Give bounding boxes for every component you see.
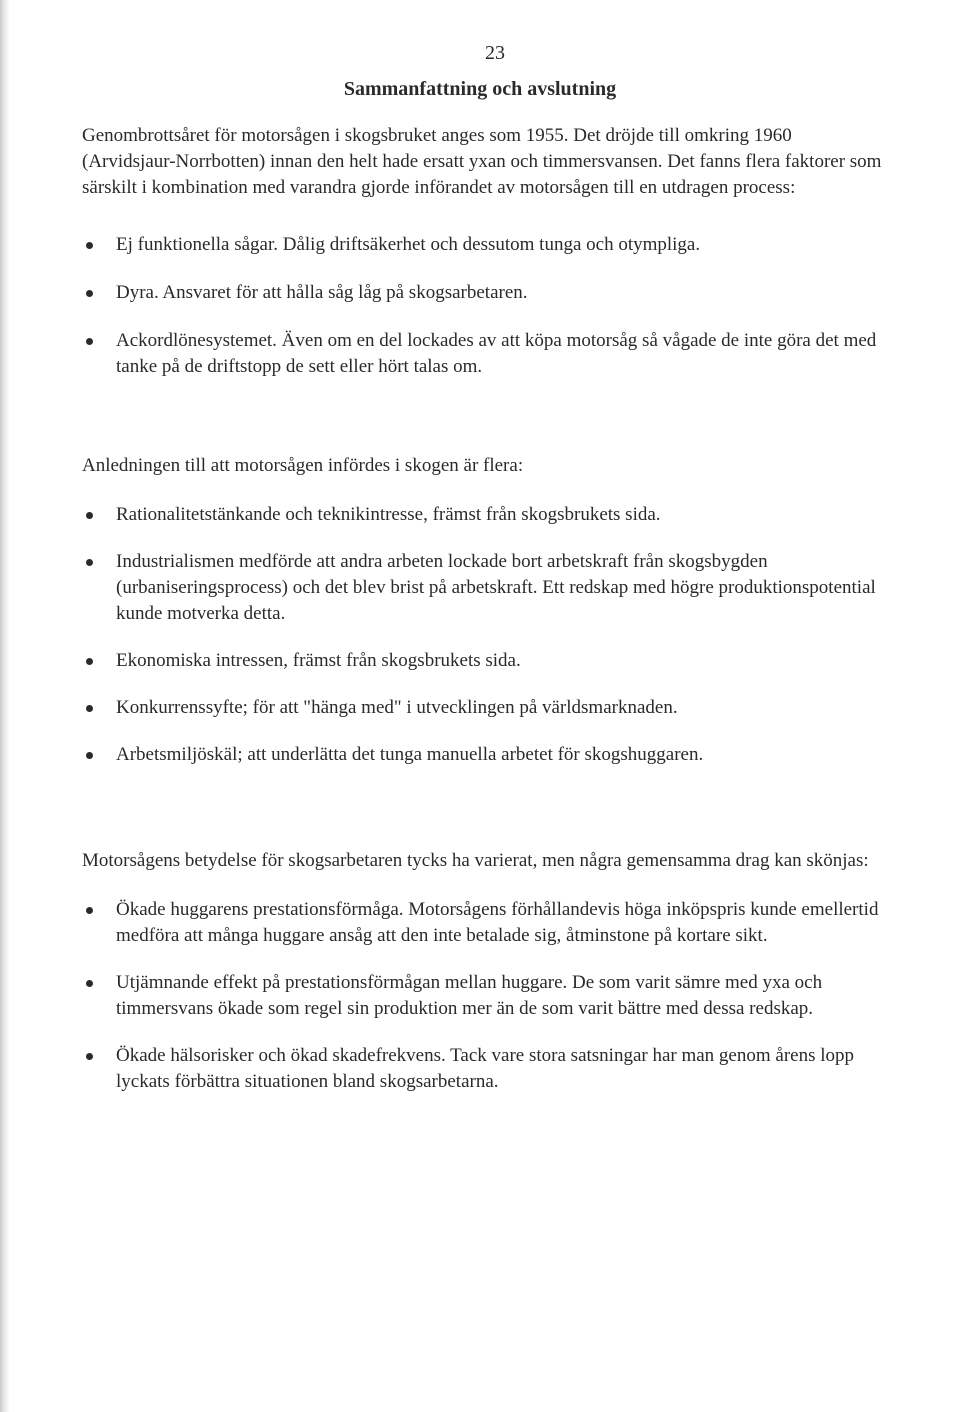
list-item-text: Ej funktionella sågar. Dålig driftsäkerhet och dessutom tunga och otympliga. bbox=[116, 234, 701, 255]
bullet-icon bbox=[86, 752, 93, 759]
list-item bbox=[82, 328, 882, 380]
list-item-text: Ökade huggarens prestationsförmåga. Motorsågens förhållandevis höga inköpspris kunde emellertid medföra att många huggare ansåg att den inte betalade sig, åtminstone på kortare sikt. bbox=[116, 899, 879, 946]
bullet-list-2 bbox=[82, 502, 882, 768]
list-item-text: Konkurrenssyfte; för att "hänga med" i utvecklingen på världsmarknaden. bbox=[116, 697, 678, 718]
list-item bbox=[82, 232, 882, 258]
list-item bbox=[82, 897, 882, 949]
list-item-text: Industrialismen medförde att andra arbeten lockade bort arbetskraft från skogsbygden (urbaniseringsprocess) och det blev brist på arbetskraft. Ett redskap med högre produktionspotential kunde motverka detta. bbox=[116, 551, 876, 624]
bullet-icon bbox=[86, 1053, 93, 1060]
bullet-icon bbox=[86, 242, 93, 249]
list-item bbox=[82, 1043, 882, 1095]
list-item-text: Ekonomiska intressen, främst från skogsbrukets sida. bbox=[116, 650, 521, 671]
page-title: Sammanfattning och avslutning bbox=[343, 78, 617, 100]
list-item bbox=[82, 280, 882, 306]
bullet-icon bbox=[86, 512, 93, 519]
bullet-icon bbox=[86, 907, 93, 914]
bullet-icon bbox=[86, 338, 93, 345]
list-item-text: Arbetsmiljöskäl; att underlätta det tunga manuella arbetet för skogshuggaren. bbox=[116, 744, 704, 765]
list-item bbox=[82, 502, 882, 528]
list-item bbox=[82, 648, 882, 674]
list-item-text: Ackordlönesystemet. Även om en del lockades av att köpa motorsåg så vågade de inte göra det med tanke på de driftstopp de sett eller hört talas om. bbox=[116, 330, 877, 377]
list-item-text: Dyra. Ansvaret för att hålla såg låg på skogsarbetaren. bbox=[116, 282, 528, 303]
list-item bbox=[82, 549, 882, 627]
bullet-icon bbox=[86, 290, 93, 297]
page-number: 23 bbox=[485, 42, 505, 64]
list-item bbox=[82, 695, 882, 721]
list-item-text: Rationalitetstänkande och teknikintresse, främst från skogsbrukets sida. bbox=[116, 504, 661, 525]
bullet-icon bbox=[86, 980, 93, 987]
list-item-text: Utjämnande effekt på prestationsförmågan mellan huggare. De som varit sämre med yxa och timmersvans ökade som regel sin produktion mer än de som varit bättre med dessa redskap. bbox=[116, 972, 823, 1019]
intro-paragraph-1: Genombrottsåret för motorsågen i skogsbruket anges som 1955. Det dröjde till omkring 1960 (Arvidsjaur-Norrbotten) innan den helt hade ersatt yxan och timmersvansen. Det fanns flera faktorer som särskilt i kombination med varandra gjorde införandet av motorsågen till en utdragen process: bbox=[82, 125, 882, 198]
bullet-list-3 bbox=[82, 897, 882, 1095]
list-item bbox=[82, 970, 882, 1022]
list-item bbox=[82, 742, 882, 768]
intro-paragraph-2: Anledningen till att motorsågen infördes i skogen är flera: bbox=[82, 455, 524, 476]
bullet-icon bbox=[86, 705, 93, 712]
bullet-icon bbox=[86, 559, 93, 566]
bullet-list-1 bbox=[82, 232, 882, 380]
document-body bbox=[82, 123, 882, 1095]
bullet-icon bbox=[86, 658, 93, 665]
intro-paragraph-3: Motorsågens betydelse för skogsarbetaren tycks ha varierat, men några gemensamma drag kan skönjas: bbox=[82, 850, 869, 871]
list-item-text: Ökade hälsorisker och ökad skadefrekvens. Tack vare stora satsningar har man genom årens lopp lyckats förbättra situationen bland skogsarbetarna. bbox=[116, 1045, 855, 1092]
